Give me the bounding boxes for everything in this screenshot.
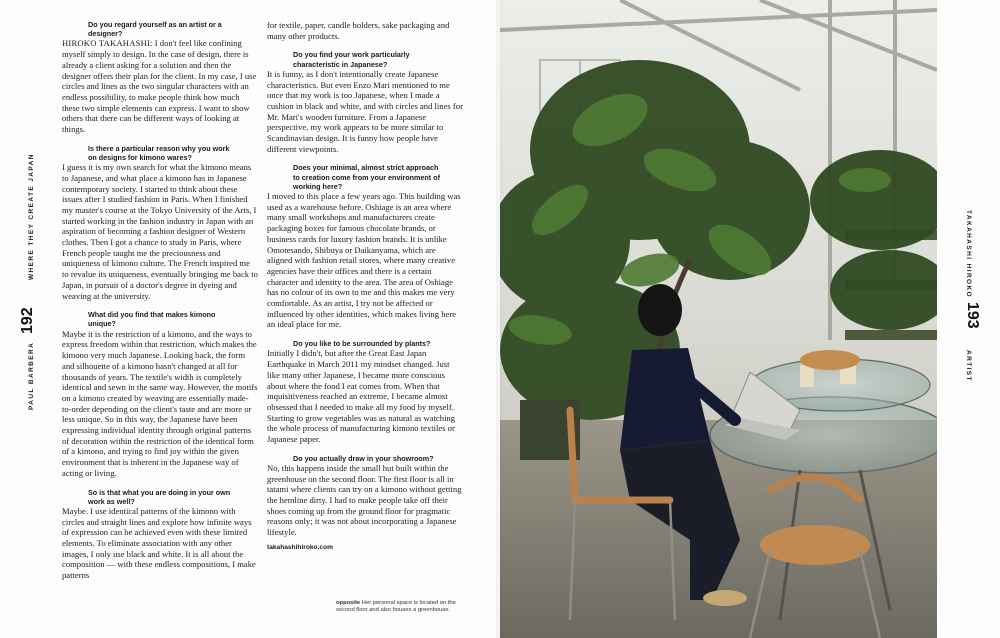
left-page-number: 192 (19, 307, 36, 334)
article-column-1 (62, 20, 258, 590)
article-column-2 (267, 20, 463, 560)
question: Do you like to be surrounded by plants? (293, 339, 431, 349)
greenhouse-photo (500, 0, 937, 638)
question: What did you find that makes kimono unique? (88, 310, 216, 329)
subject-running-head: TAKAHASHI HIROKO (965, 210, 972, 298)
answer: HIROKO TAKAHASHI: I don't feel like confining myself simply to design. In the case of design, there is already a client asking for a solution and then the designer offers their plan for the client. In my case, I use circles and lines as the two singular characters with an endless possibility, to make people think how much these two simple elements can express. I want to show others that there can be different ways of looking at things. (62, 38, 257, 135)
website-link[interactable]: takahashihiroko.com (267, 543, 333, 551)
photo-caption (336, 600, 476, 615)
caption-text: Her personal space is located on the second floor and also houses a greenhouse. (336, 600, 456, 614)
question: Does your minimal, almost strict approach to creation come from your environment of working here? (293, 163, 440, 191)
right-page-number: 193 (964, 302, 981, 329)
role-running-head: ARTIST (965, 350, 972, 382)
answer: Initially I didn't, but after the Great East Japan Earthquake in March 2011 my mindset changed. Just like many other Japanese, I became more conscious about where the food I eat comes from. When that inquisitiveness reached an extreme, I became almost obsessed that I needed to make all my food by myself. Starting to grow vegetables was as natural as watching the whole process of manufacturing kimono textiles or Japanese paper. (267, 348, 456, 445)
greenhouse-photo-illustration (500, 0, 937, 638)
answer: It is funny, as I don't intentionally create Japanese characteristics. But even Enzo Mari mentioned to me once that my work is too Japanese, when I made a cushion in black and white, and with circles and lines for Mr. Mari's wooden furniture. From a Japanese perspective, my work appears to be more similar to Scandinavian design. It is funny how people have different viewpoints. (267, 68, 463, 154)
question: Do you regard yourself as an artist or a designer? (88, 20, 222, 39)
answer: for textile, paper, candle holders, sake packaging and many other products. (267, 20, 450, 41)
question: So is that what you are doing in your own work as well? (88, 487, 231, 506)
answer: Maybe it is the restriction of a kimono, and the ways to express freedom within that restriction, which makes the kimono very much Japanese. Looking back, the form and silhouette of a kimono hasn't changed at all for thousands of years. The textile's width is completely identical and sewn in the same way. However, the motifs on a kimono created by weaving are essentially made-to-order depending on the client's taste and are more or less unique. So in this way, the Japanese have been expressing individual identity through original patterns of decoration within the restriction of the identical form of a kimono, and trying to find joy within the given environment that is inherent in the Japanese way of acting or living. (62, 328, 258, 478)
answer: I guess it is my own search for what the kimono means to Japanese, and what place a kimono has in Japanese contemporary society. I started to think about these issues after I studied fashion in Paris. When I finished my master's course at the Tokyo University of the Arts, I started working in the fashion industry in Japan with an aspiration of becoming a fashion designer of Western clothes. Then I got a chance to study in Paris, where French people taught me the preciousness and uniqueness of kimono culture. The French inspired me to revalue its uniqueness, eventually bringing me back to Japan, in pursuit of a doctor's degree in dyeing and weaving at the university. (62, 162, 258, 301)
answer: I moved to this place a few years ago. This building was used as a warehouse before. Oshiage is an area where many small workshops and manufacturers create packaging boxes for famous chocolate brands, or business cards for luxury fashion brands. It is unlike Omotesando, Shibuya or Daikanyama, which are aligned with fashion retail stores, where many creative agencies have their offices and there is a certain character and identity to the area. The area of Oshiage has no colour of its own to me and this makes me very comfortable. As an artist, I try not be affected or influenced by other identities, which makes living here an ideal place for me. (267, 191, 461, 330)
author-running-head: PAUL BARBERA (28, 341, 35, 410)
section-running-head: WHERE THEY CREATE JAPAN (28, 153, 35, 280)
page-gutter (496, 0, 504, 638)
interviewee-name: HIROKO TAKAHASHI: (62, 38, 153, 49)
caption-label: opposite (336, 600, 361, 606)
question: Do you find your work particularly characteristic in Japanese? (293, 50, 410, 69)
question: Do you actually draw in your showroom? (293, 453, 434, 463)
answer: Maybe. I use identical patterns of the kimono with circles and straight lines and explore how infinite ways of expression can be achieved even with these limited elements. To eliminate association with any other images, I only use black and white. It is all about the composition — with these endless compositions, I make patterns (62, 505, 256, 581)
answer: No, this happens inside the small hut built within the greenhouse on the second floor. The first floor is all in tatami where clients can try on a kimono without getting the hemline dirty. I had to make people take off their shoes coming up from the ground floor for pragmatic reasons only; it was not about incorporating a Japanese lifestyle. (267, 462, 462, 538)
question: Is there a particular reason why you work on designs for kimono wares? (88, 143, 230, 162)
